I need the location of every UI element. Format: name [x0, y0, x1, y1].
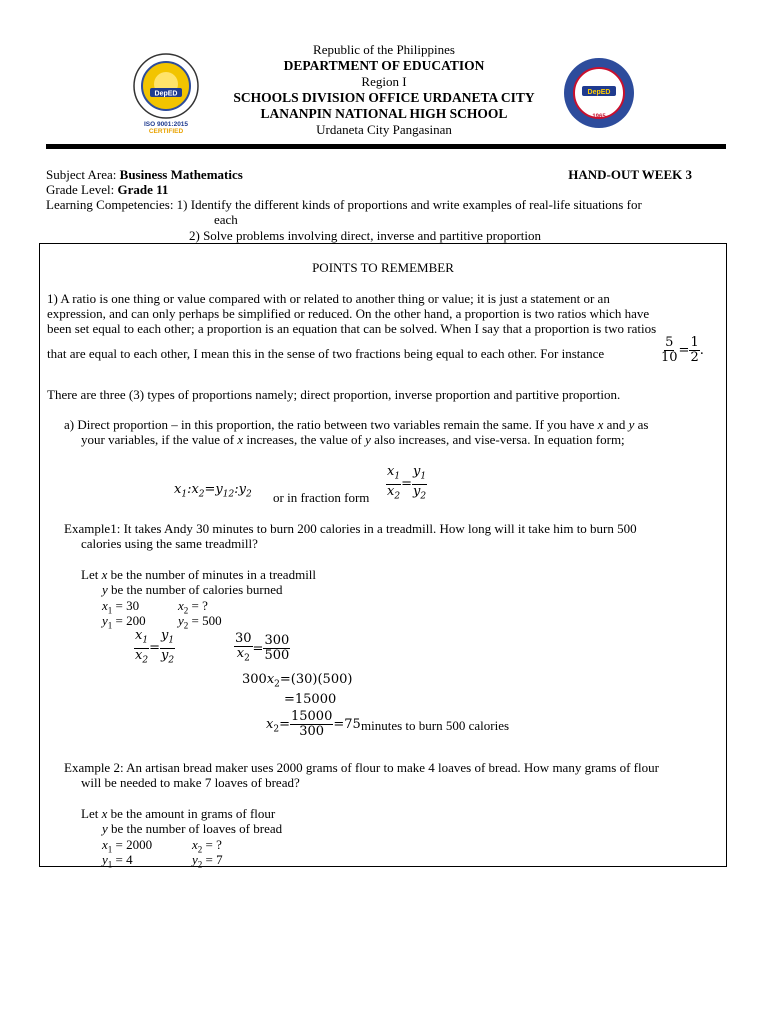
example-1-step-1: $300x_2=(30)(500)$ — [242, 672, 353, 690]
example-1-x2: $x_2$ = ? — [178, 598, 208, 616]
svg-text:DepED: DepED — [587, 89, 611, 96]
example-1-proportion: $\frac{x_1}{x_2}$ = $\frac{y_1}{y_2}$ — [135, 628, 175, 666]
direct-equation: $x_1:x_2=y_{12}:y_2$ — [174, 482, 252, 500]
header-division: SCHOOLS DIVISION OFFICE URDANETA CITY — [233, 90, 535, 105]
example-1-step-3: $x_2=$ $\frac{15000}{300}$ =75 — [266, 709, 361, 739]
deped-iso-logo — [128, 52, 204, 136]
example-1-result-text: minutes to burn 500 calories — [361, 718, 510, 733]
header-school: LANANPIN NATIONAL HIGH SCHOOL — [260, 106, 508, 121]
content-box — [39, 243, 727, 870]
header-department: DEPARTMENT OF EDUCATION — [283, 58, 485, 73]
paragraph-1-line-3: been set equal to each other; a proportion is an equation that can be solved. When I say that a proportion is two ratios — [47, 321, 657, 336]
grade-value: Grade 11 — [117, 182, 169, 197]
example-1-y2: $y_2 = 500$ — [178, 613, 222, 631]
paragraph-2: There are three (3) types of proportions namely; direct proportion, inverse proportion and partitive proportion. — [47, 387, 621, 402]
school-seal-logo — [562, 56, 636, 130]
svg-text:CERTIFIED: CERTIFIED — [148, 128, 184, 135]
competency-line-3: 2) Solve problems involving direct, inverse and partitive proportion — [189, 228, 542, 243]
paragraph-1-line-1: 1) A ratio is one thing or value compared with or related to another thing or value; it is just a statement or an — [47, 291, 610, 306]
header-republic: Republic of the Philippines — [313, 42, 455, 57]
header-region: Region I — [361, 74, 407, 89]
example-1-let-y: y be the number of calories burned — [102, 582, 283, 597]
header-divider — [46, 144, 726, 149]
svg-text:DepED: DepED — [154, 90, 178, 98]
header-location: Urdaneta City Pangasinan — [316, 122, 452, 137]
subject-value: Business Mathematics — [119, 167, 243, 182]
example-1-x1: $x_1 = 30$ — [102, 598, 140, 616]
example-2-line-1: Example 2: An artisan bread maker uses 2000 grams of flour to make 4 loaves of bread. How many grams of flour — [64, 760, 659, 775]
grade-label: Grade Level: — [46, 182, 118, 197]
svg-text:ISO 9001:2015: ISO 9001:2015 — [143, 121, 189, 128]
example-1-substitution: $\frac{30}{x_2}$ = $\frac{300}{500}$ — [235, 631, 290, 664]
document-header — [0, 42, 768, 138]
subject-label: Subject Area: — [46, 167, 120, 182]
paragraph-1-line-4: that are equal to each other, I mean this in the sense of two fractions being equal to each other. For instance — [47, 346, 605, 361]
example-1-y1: $y_1 = 200$ — [102, 613, 146, 631]
instance-fraction: $\frac{5}{10}$ = $\frac{1}{2}$ . — [661, 335, 704, 365]
competency-line-1: Learning Competencies: 1) Identify the different kinds of proportions and write examples of real-life situations for — [46, 197, 642, 212]
example-2-let-y: y be the number of loaves of bread — [102, 821, 283, 836]
example-1-let-x: Let x be the number of minutes in a treadmill — [81, 567, 317, 582]
fraction-form-label: or in fraction form — [273, 490, 370, 505]
direct-line-2: your variables, if the value of x increases, the value of y also increases, and vise-versa. In equation form; — [81, 432, 625, 447]
example-1-step-2: =15000 — [284, 692, 337, 707]
paragraph-1-line-2: expression, and can only perhaps be simplified or reduced. On the other hand, a proportion is two ratios which have — [47, 306, 650, 321]
points-heading: POINTS TO REMEMBER — [312, 260, 454, 275]
subject-area — [46, 167, 243, 183]
example-2-y2: $y_2 = 7$ — [192, 852, 223, 870]
example-2-x2: $x_2$ = ? — [192, 837, 222, 855]
example-2-let-x: Let x be the amount in grams of flour — [81, 806, 276, 821]
example-2-y1: $y_1 = 4$ — [102, 852, 133, 870]
grade-level — [46, 182, 168, 198]
example-1-line-1: Example1: It takes Andy 30 minutes to burn 200 calories in a treadmill. How long will it take him to burn 500 — [64, 521, 637, 536]
direct-line-1: a) Direct proportion – in this proportion, the ratio between two variables remain the same. If you have x and y as — [64, 417, 649, 432]
handout-week: HAND-OUT WEEK 3 — [568, 167, 692, 182]
example-1-line-2: calories using the same treadmill? — [81, 536, 258, 551]
example-2-x1: $x_1 = 2000$ — [102, 837, 153, 855]
svg-text:1965: 1965 — [592, 114, 606, 120]
direct-fraction-equation: $\frac{x_1}{x_2}$ = $\frac{y_1}{y_2}$ — [387, 464, 427, 502]
example-2-line-2: will be needed to make 7 loaves of bread? — [81, 775, 300, 790]
competency-line-2: each — [214, 212, 238, 227]
